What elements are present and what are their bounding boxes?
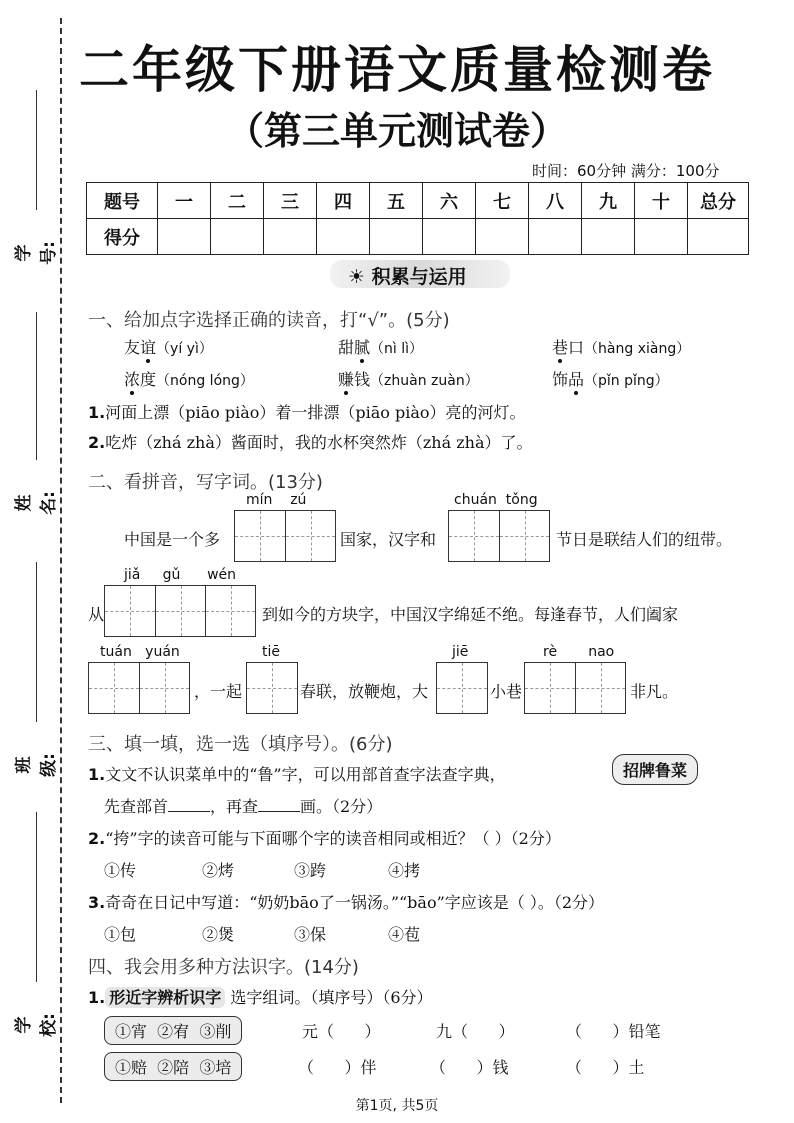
q3-option: ②烤 — [202, 861, 235, 880]
choice-box: ①宵 ②宥 ③削 — [104, 1016, 242, 1045]
score-table-header-row — [87, 183, 749, 219]
table-cell: 题号 — [87, 183, 158, 219]
q4-blank[interactable]: 元（ ） — [302, 1022, 381, 1041]
q2-line2-a: 从 — [88, 605, 105, 624]
q2-line2-b: 到如今的方块字，中国汉字绵延不绝。每逢春节，人们阖家 — [262, 605, 679, 624]
q4-sentence-1: 1. 形近字辨析识字 选字组词。（填序号）（6分） — [88, 988, 433, 1007]
q2-heading: 二、看拼音，写字词。(13分) — [88, 472, 323, 493]
q2-line1-b: 国家，汉字和 — [340, 530, 437, 549]
school-line — [36, 812, 37, 982]
pinyin: jiē — [452, 644, 469, 660]
table-cell: 八 — [529, 183, 582, 219]
score-input-cell[interactable] — [529, 219, 582, 255]
pinyin: chuán tǒng — [454, 492, 538, 508]
q3-option: ①包 — [104, 925, 137, 944]
time-score-info: 时间：60分钟 满分：100分 — [532, 162, 720, 180]
student-no-label: 学号: — [14, 241, 59, 265]
writing-grid[interactable] — [436, 662, 488, 714]
table-cell: 九 — [582, 183, 635, 219]
table-cell: 得分 — [87, 219, 158, 255]
answer-blank[interactable] — [258, 811, 300, 812]
q1-word: 饰品（pǐn pǐng） — [552, 370, 669, 389]
page-title: 二年级下册语文质量检测卷 — [79, 41, 715, 99]
score-input-cell[interactable] — [423, 219, 476, 255]
q1-heading: 一、给加点字选择正确的读音，打“√”。(5分) — [88, 310, 450, 331]
section-banner-label: 积累与运用 — [371, 266, 467, 288]
pinyin: jiǎ gǔ wén — [124, 567, 237, 583]
sun-icon: ☀ — [348, 266, 366, 288]
q1-word: 友谊（yí yì） — [124, 338, 213, 357]
q1-word: 巷口（hàng xiàng） — [552, 338, 691, 357]
q1-sentence-1: 1.河面上漂（piāo piào）着一排漂（piāo piào）亮的河灯。 — [88, 403, 526, 422]
name-line — [36, 312, 37, 460]
table-cell: 总分 — [688, 183, 749, 219]
answer-blank[interactable] — [168, 811, 210, 812]
school-label: 学校: — [14, 1013, 59, 1037]
table-cell: 七 — [476, 183, 529, 219]
table-cell: 十 — [635, 183, 688, 219]
q1-word: 赚钱（zhuàn zuàn） — [338, 370, 479, 389]
q2-line3-a: ，一起 — [194, 682, 243, 701]
section-banner — [348, 262, 467, 289]
q2-line3-c: 小巷 — [490, 682, 523, 701]
pinyin: tiē — [262, 644, 280, 660]
binding-dashed-line — [60, 18, 62, 1103]
q4-blank[interactable]: （ ）铅笔 — [566, 1022, 661, 1041]
score-input-cell[interactable] — [211, 219, 264, 255]
class-label: 班级: — [14, 753, 59, 777]
score-input-cell[interactable] — [476, 219, 529, 255]
table-cell: 二 — [211, 183, 264, 219]
q3-option: ④苞 — [388, 925, 421, 944]
method-badge: 形近字辨析识字 — [105, 987, 225, 1008]
score-input-cell[interactable] — [688, 219, 749, 255]
q3-option: ①传 — [104, 861, 137, 880]
q3-option: ②煲 — [202, 925, 235, 944]
q2-line3-b: 春联，放鞭炮，大 — [300, 682, 429, 701]
score-input-cell[interactable] — [635, 219, 688, 255]
q1-word: 甜腻（nì lì） — [338, 338, 424, 357]
writing-grid[interactable] — [246, 662, 298, 714]
choice-box: ①赔 ②陪 ③培 — [104, 1052, 242, 1081]
writing-grid[interactable] — [448, 510, 550, 562]
q3-heading: 三、填一填，选一选（填序号）。(6分) — [88, 734, 393, 755]
score-table — [86, 182, 749, 255]
score-input-cell[interactable] — [317, 219, 370, 255]
score-input-cell[interactable] — [370, 219, 423, 255]
q1-sentence-2: 2.吃炸（zhá zhà）酱面时，我的水杯突然炸（zhá zhà）了。 — [88, 433, 533, 452]
name-label: 姓名: — [14, 491, 59, 515]
q3-sentence-3: 3.奇奇在日记中写道：“奶奶bāo了一锅汤。”“bāo”字应该是（ ）。（2分） — [88, 893, 605, 912]
pinyin: mín zú — [246, 492, 307, 508]
q1-word: 浓度（nóng lóng） — [124, 370, 254, 389]
q3-option: ③保 — [294, 925, 327, 944]
q4-blank[interactable]: （ ）钱 — [430, 1058, 509, 1077]
q3-option: ③跨 — [294, 861, 327, 880]
page-subtitle: （第三单元测试卷） — [225, 109, 568, 153]
q3-sentence-1b: 先查部首 ，再查 画。（2分） — [104, 797, 383, 816]
menu-badge: 招牌鲁菜 — [612, 754, 698, 785]
q3-option: ④拷 — [388, 861, 421, 880]
writing-grid[interactable] — [104, 585, 256, 637]
pinyin: tuán yuán — [100, 644, 180, 660]
pinyin: rè nao — [543, 644, 615, 660]
q2-line1-a: 中国是一个多 — [124, 530, 221, 549]
class-line — [36, 562, 37, 722]
writing-grid[interactable] — [524, 662, 626, 714]
q2-line3-d: 非凡。 — [630, 682, 679, 701]
table-cell: 四 — [317, 183, 370, 219]
q4-blank[interactable]: （ ）土 — [566, 1058, 645, 1077]
score-table-score-row — [87, 219, 749, 255]
q3-sentence-1: 1.文文不认识菜单中的“鲁”字，可以用部首查字法查字典， — [88, 765, 506, 784]
table-cell: 五 — [370, 183, 423, 219]
q2-line1-c: 节日是联结人们的纽带。 — [556, 530, 733, 549]
score-input-cell[interactable] — [158, 219, 211, 255]
q4-blank[interactable]: 九（ ） — [436, 1022, 515, 1041]
table-cell: 三 — [264, 183, 317, 219]
writing-grid[interactable] — [88, 662, 190, 714]
table-cell: 一 — [158, 183, 211, 219]
table-cell: 六 — [423, 183, 476, 219]
q3-sentence-2: 2.“挎”字的读音可能与下面哪个字的读音相同或相近？（ ）（2分） — [88, 829, 561, 848]
page-footer: 第1页, 共5页 — [355, 1098, 439, 1114]
score-input-cell[interactable] — [582, 219, 635, 255]
q4-blank[interactable]: （ ）伴 — [298, 1058, 377, 1077]
writing-grid[interactable] — [234, 510, 336, 562]
q4-heading: 四、我会用多种方法识字。(14分) — [88, 957, 359, 978]
score-input-cell[interactable] — [264, 219, 317, 255]
